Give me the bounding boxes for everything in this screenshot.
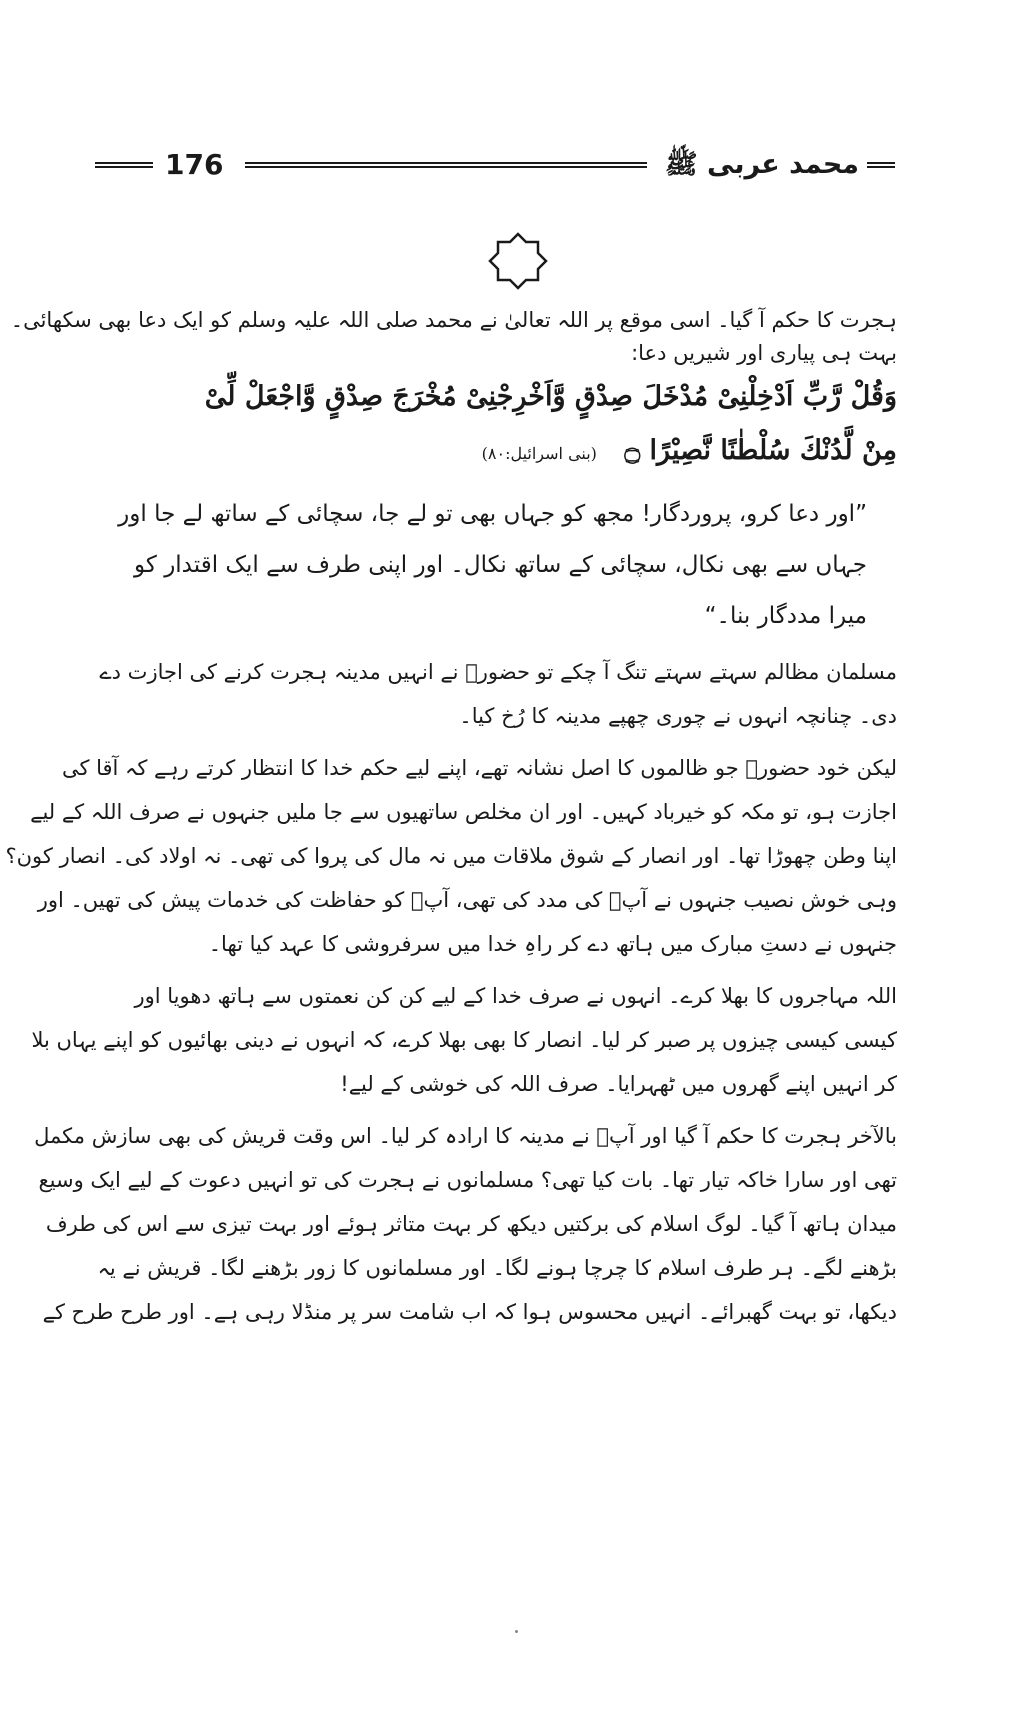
verse-reference: (بنی اسرائیل:۸۰) (481, 444, 597, 463)
running-title: محمد عربی ﷺ (665, 149, 859, 180)
text-line: دی۔ چنانچہ انہوں نے چوری چھپے مدینہ کا رُخ کیا۔ (459, 704, 897, 728)
verse-line: وَقُلْ رَّبِّ اَدْخِلْنِیْ مُدْخَلَ صِدْقٍ وَّاَخْرِجْنِیْ مُخْرَجَ صِدْقٍ وَّاجْعَلْ لِّیْ (204, 381, 897, 412)
intro-paragraph (10, 304, 897, 370)
text-line: ہجرت کا حکم آ گیا۔ اسی موقع پر اللہ تعالیٰ نے محمد صلی اللہ علیہ وسلم کو ایک دعا بھی سکھائی۔ (10, 308, 897, 332)
page-body (5, 300, 897, 1334)
quran-verse (140, 370, 897, 481)
text-line: بڑھنے لگے۔ ہر طرف اسلام کا چرچا ہونے لگا۔ اور مسلمانوں کا زور بڑھنے لگا۔ قریش نے یہ (97, 1256, 897, 1280)
text-line: جہاں سے بھی نکال، سچائی کے ساتھ نکال۔ اور اپنی طرف سے ایک اقتدار کو (134, 552, 867, 578)
text-line: جنہوں نے دستِ مبارک میں ہاتھ دے کر راہِ خدا میں سرفروشی کا عہد کیا تھا۔ (208, 932, 897, 956)
text-line: وہی خوش نصیب جنہوں نے آپؐ کی مدد کی تھی، آپؐ کو حفاظت کی خدمات پیش کی تھیں۔ اور (37, 888, 897, 912)
text-line: لیکن خود حضورؐ جو ظالموں کا اصل نشانہ تھے، اپنے لیے حکم خدا کا انتظار کرتے رہے کہ آقا کی (61, 756, 897, 780)
paragraph (31, 974, 897, 1106)
text-line: بہت ہی پیاری اور شیریں دعا: (631, 341, 897, 365)
header-rule-left (95, 162, 153, 168)
verse-line (140, 424, 897, 481)
text-line: کیسی کیسی چیزوں پر صبر کر لیا۔ انصار کا بھی بھلا کرے، کہ انہوں نے دینی بھائیوں کو اپنے یہاں بلا (31, 1028, 897, 1052)
text-line: مسلمان مظالم سہتے سہتے تنگ آ چکے تو حضورؐ نے انہیں مدینہ ہجرت کرنے کی اجازت دے (99, 660, 897, 684)
text-line: اپنا وطن چھوڑا تھا۔ اور انصار کے شوق ملاقات میں نہ مال کی پروا کی تھی۔ نہ اولاد کی۔ انصار کون؟ (5, 844, 897, 868)
text-line: کر انہیں اپنے گھروں میں ٹھہرایا۔ صرف اللہ کی خوشی کے لیے! (340, 1072, 897, 1096)
text-line: میرا مددگار بنا۔“ (704, 603, 867, 629)
text-line: دیکھا، تو بہت گھبرائے۔ انہیں محسوس ہوا کہ اب شامت سر پر منڈلا رہی ہے۔ اور طرح طرح کے (42, 1300, 897, 1324)
text-line: اجازت ہو، تو مکہ کو خیرباد کہیں۔ اور ان مخلص ساتھیوں سے جا ملیں جنہوں نے صرف اللہ کے لیے (30, 800, 897, 824)
page-header (95, 145, 895, 185)
text-line: تھی اور سارا خاکہ تیار تھا۔ بات کیا تھی؟ مسلمانوں نے ہجرت کی تو انہیں دعوت کے لیے ایک وسیع (38, 1168, 897, 1192)
octagram-ornament-icon (485, 228, 551, 294)
page-number: 176 (165, 148, 224, 181)
paragraph (99, 650, 897, 738)
paragraph (5, 746, 897, 966)
paper-speck (515, 1630, 518, 1633)
verse-text: مِنْ لَّدُنْكَ سُلْطٰنًا نَّصِیْرًا ۝ (624, 435, 897, 466)
paragraph (34, 1114, 897, 1334)
text-line: بالآخر ہجرت کا حکم آ گیا اور آپؐ نے مدینہ کا ارادہ کر لیا۔ اس وقت قریش کی بھی سازش مکمل (34, 1124, 897, 1148)
text-line: ”اور دعا کرو، پروردگار! مجھ کو جہاں بھی تو لے جا، سچائی کے ساتھ لے جا اور (118, 501, 867, 527)
text-line: اللہ مہاجروں کا بھلا کرے۔ انہوں نے صرف خدا کے لیے کن کن نعمتوں سے ہاتھ دھویا اور (134, 984, 897, 1008)
header-rule-middle (245, 162, 647, 168)
header-rule-right (867, 162, 895, 168)
verse-translation (118, 489, 897, 642)
text-line: میدان ہاتھ آ گیا۔ لوگ اسلام کی برکتیں دیکھ کر بہت متاثر ہوئے اور بہت تیزی سے اس کی طرف (45, 1212, 897, 1236)
